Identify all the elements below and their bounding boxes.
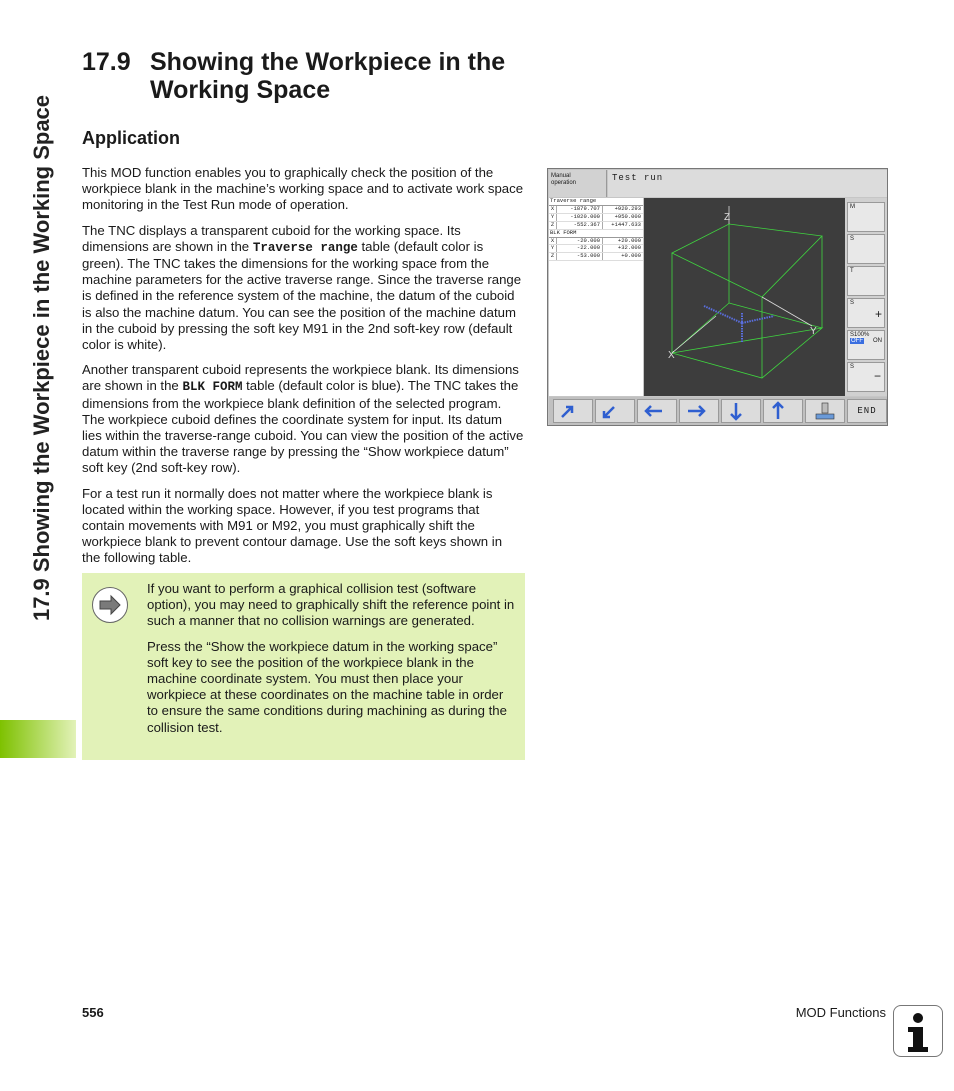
table-row: Z -53.000 +0.000 (550, 252, 641, 260)
arrow-up-icon (773, 403, 783, 419)
paragraph-2-text: The TNC displays a transparent cuboid for the working space. Its dimensions are shown in the (82, 222, 461, 254)
table-row: Y -22.000 +32.000 (550, 244, 641, 252)
blk-form-code: BLK FORM (182, 380, 243, 395)
workspace-graphic (644, 198, 845, 396)
paragraph-3 (82, 362, 524, 476)
shift-up-softkey[interactable] (763, 399, 803, 423)
body-text (82, 165, 524, 576)
paragraph-4: For a test run it normally does not matter where the workpiece blank is located within the working space. However, if you test programs that contain movements with M91 or M92, you must graphically shift the workpiece blank to prevent contour damage. Use the soft keys shown in the following table. (82, 485, 503, 566)
tnc-screenshot (547, 168, 888, 426)
shift-left-softkey[interactable] (637, 399, 677, 423)
axis-label-z: Z (724, 212, 731, 223)
arrow-diag-down-icon (604, 407, 614, 417)
side-chapter-title-text: 17.9 Showing the Workpiece in the Working Space (29, 94, 54, 622)
mode-label (549, 170, 607, 197)
table-icon (816, 414, 834, 419)
run-mode-label: Test run (608, 170, 887, 197)
page-number: 556 (82, 1005, 104, 1020)
traverse-cuboid-top (672, 224, 822, 297)
traverse-range-code: Traverse range (252, 240, 358, 255)
chapter-tab-marker (0, 720, 76, 758)
range-table (549, 198, 643, 396)
section-title: Showing the Workpiece in the Working Space (150, 48, 506, 104)
axis-label-x: X (668, 350, 675, 361)
arrow-left-icon (646, 406, 662, 416)
note-text (147, 581, 515, 745)
override-off: OFF (851, 338, 863, 344)
end-softkey[interactable]: END (847, 399, 887, 423)
shift-down-softkey[interactable] (721, 399, 761, 423)
blank-y-axis (742, 316, 774, 323)
blk-form-header: BLK FORM (549, 230, 643, 238)
shift-right-softkey[interactable] (679, 399, 719, 423)
vertical-softkey-bar (845, 198, 887, 396)
shift-diag-down-softkey[interactable] (595, 399, 635, 423)
table-row: Y -1020.000 +950.000 (550, 212, 641, 220)
note-box (82, 573, 525, 760)
axis-label-y: Y (810, 326, 817, 337)
paragraph-3-text-end: table (default color is blue). The TNC takes the dimensions from the workpiece blank definition of the selected program. The workpiece cuboid defines the coordinate system for input. Its datum lies within the traverse-range cuboid. You can view the position of the active datum within the traverse range by pressing the “Show workpiece datum” soft key (2nd soft-key row). (82, 378, 524, 476)
paragraph-2-text-end: table (default color is green). The TNC takes the dimensions for the working space from the machine parameters for the active traverse range. Since the traverse range is defined in the reference system of the machine, the datum of the cuboid is also the machine datum. You can see the position of the machine datum in the cuboid by pressing the soft key M91 in the 2nd soft-key row (default color is white). (82, 238, 522, 353)
table-row: X -20.000 +20.000 (550, 236, 641, 244)
arrow-right-icon (688, 406, 704, 416)
note-paragraph-2: Press the “Show the workpiece datum in the working space” soft key to see the position of the workpiece blank in the machine coordinate system. You must then place your workpiece at these coordinates on the machine table in order to ensure the same conditions during machining as during the collision test. (147, 638, 507, 735)
arrow-right-icon (92, 587, 128, 623)
section-number: 17.9 (82, 48, 131, 76)
info-icon (893, 1005, 943, 1057)
plus-icon: + (874, 307, 882, 321)
table-row: Z -552.367 +1447.633 (550, 220, 641, 228)
footer-section-title: MOD Functions (795, 1005, 886, 1020)
machine-table-softkey[interactable] (805, 399, 845, 423)
paragraph-2 (82, 223, 524, 354)
shift-diag-up-softkey[interactable] (553, 399, 593, 423)
softkey-s-minus[interactable]: S − (847, 362, 885, 392)
softkey-s-1[interactable]: S (847, 234, 885, 264)
paragraph-1: This MOD function enables you to graphically check the position of the workpiece blank in the machine’s working space and to activate work space monitoring in the Test Run mode of operation. (82, 165, 524, 213)
softkey-t[interactable]: T (847, 266, 885, 296)
paragraph-3-text: Another transparent cuboid represents the workpiece blank. Its dimensions are shown in the (82, 362, 519, 394)
softkey-s-plus[interactable]: S + (847, 298, 885, 328)
mode-line-1: Manual (551, 173, 571, 179)
softkey-m[interactable]: M (847, 202, 885, 232)
arrow-down-icon (731, 403, 741, 419)
side-chapter-title (22, 48, 62, 668)
table-row: X -1879.707 +920.293 (550, 204, 641, 212)
note-paragraph-1: If you want to perform a graphical collision test (software option), you may need to graphically shift the reference point in such a manner that no collision warnings are generated. (147, 581, 515, 629)
traverse-range-header: Traverse range (549, 198, 643, 206)
subsection-heading: Application (82, 128, 180, 148)
softkey-override[interactable]: S100% OFF ON (847, 330, 885, 360)
override-on: ON (873, 338, 882, 344)
arrow-diag-up-icon (562, 407, 572, 417)
minus-icon: − (873, 369, 881, 383)
horizontal-softkey-bar (549, 397, 887, 425)
mode-line-2: operation (551, 180, 577, 186)
